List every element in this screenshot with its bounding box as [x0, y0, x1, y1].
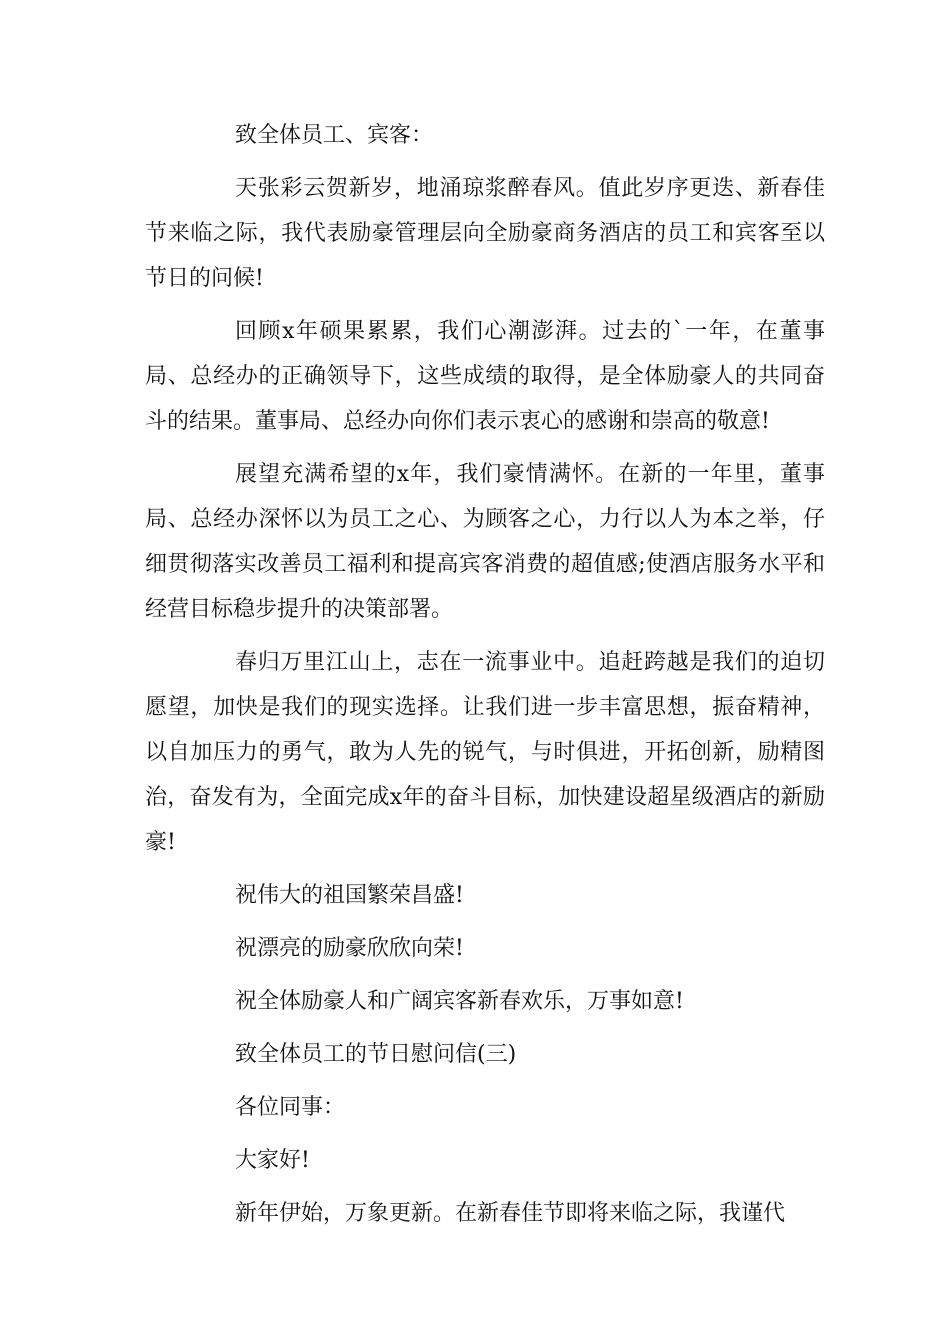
wish-line: 祝漂亮的励豪欣欣向荣! [235, 936, 464, 961]
closing-paragraph: 新年伊始，万象更新。在新春佳节即将来临之际，我谨代 [235, 1201, 786, 1226]
paragraph-aspiration: 春归万里江山上，志在一流事业中。追赶跨越是我们的迫切愿望，加快是我们的现实选择。让我们进一步丰富思想，振奋精神，以自加压力的勇气，敢为人先的锐气，与时俱进，开拓创新，励精图治，奋发有为，全面完成x年的奋斗目标，加快建设超星级酒店的新励豪! [145, 650, 825, 855]
paragraph-review: 回顾x年硕果累累，我们心潮澎湃。过去的`一年，在董事局、总经办的正确领导下，这些成绩的取得，是全体励豪人的共同奋斗的结果。董事局、总经办向你们表示衷心的感谢和崇高的敬意! [145, 319, 825, 434]
section-salutation: 各位同事： [235, 1095, 346, 1120]
document-body [145, 113, 825, 1244]
paragraph-new-year-greeting: 天张彩云贺新岁，地涌琼浆醉春风。值此岁序更迭、新春佳节来临之际，我代表励豪管理层向全励豪商务酒店的员工和宾客至以节日的问候! [145, 176, 825, 291]
wish-line: 祝全体励豪人和广阔宾客新春欢乐，万事如意! [235, 989, 684, 1014]
wish-line: 祝伟大的祖国繁荣昌盛! [235, 883, 464, 908]
greeting: 大家好! [235, 1148, 310, 1173]
section-title: 致全体员工的节日慰问信(三) [235, 1042, 517, 1067]
salutation: 致全体员工、宾客： [235, 123, 434, 148]
paragraph-outlook: 展望充满希望的x年，我们豪情满怀。在新的一年里，董事局、总经办深怀以为员工之心、为顾客之心，力行以人为本之举，仔细贯彻落实改善员工福利和提高宾客消费的超值感;使酒店服务水平和经营目标稳步提升的决策部署。 [145, 462, 825, 622]
